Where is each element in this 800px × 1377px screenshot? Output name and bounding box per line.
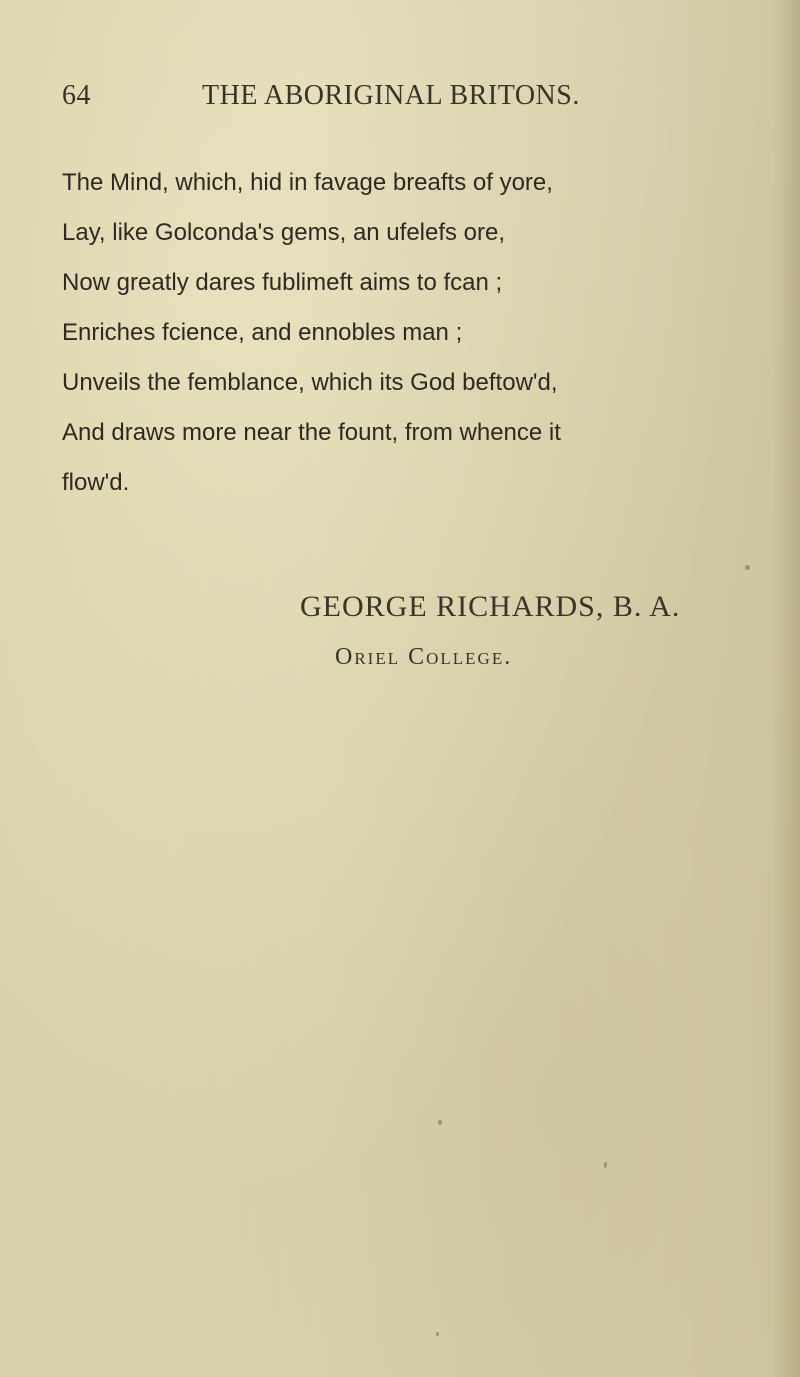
poem-line: The Mind, which, hid in favage breafts of yore, (62, 169, 553, 196)
paper-speck (436, 1332, 439, 1336)
poem-line: Enriches fcience, and ennobles man ; (62, 319, 463, 346)
poem-stanza (62, 164, 782, 514)
paper-speck (745, 565, 750, 570)
poem-line: And draws more near the fount, from whence it (62, 419, 561, 446)
running-title: THE ABORIGINAL BRITONS. (202, 80, 580, 111)
poem-line-continuation: flow'd. (62, 469, 130, 496)
poem-line: Unveils the femblance, which its God beftow'd, (62, 369, 558, 396)
paper-speck (604, 1162, 607, 1168)
author-affiliation: Oriel College. (335, 644, 513, 670)
poem-line: Now greatly dares fublimeft aims to fcan ; (62, 269, 503, 296)
poem-line: Lay, like Golconda's gems, an ufelefs ore, (62, 219, 506, 246)
paper-speck (438, 1120, 442, 1125)
page-number: 64 (62, 80, 91, 111)
author-signature: GEORGE RICHARDS, B. A. (300, 590, 681, 623)
